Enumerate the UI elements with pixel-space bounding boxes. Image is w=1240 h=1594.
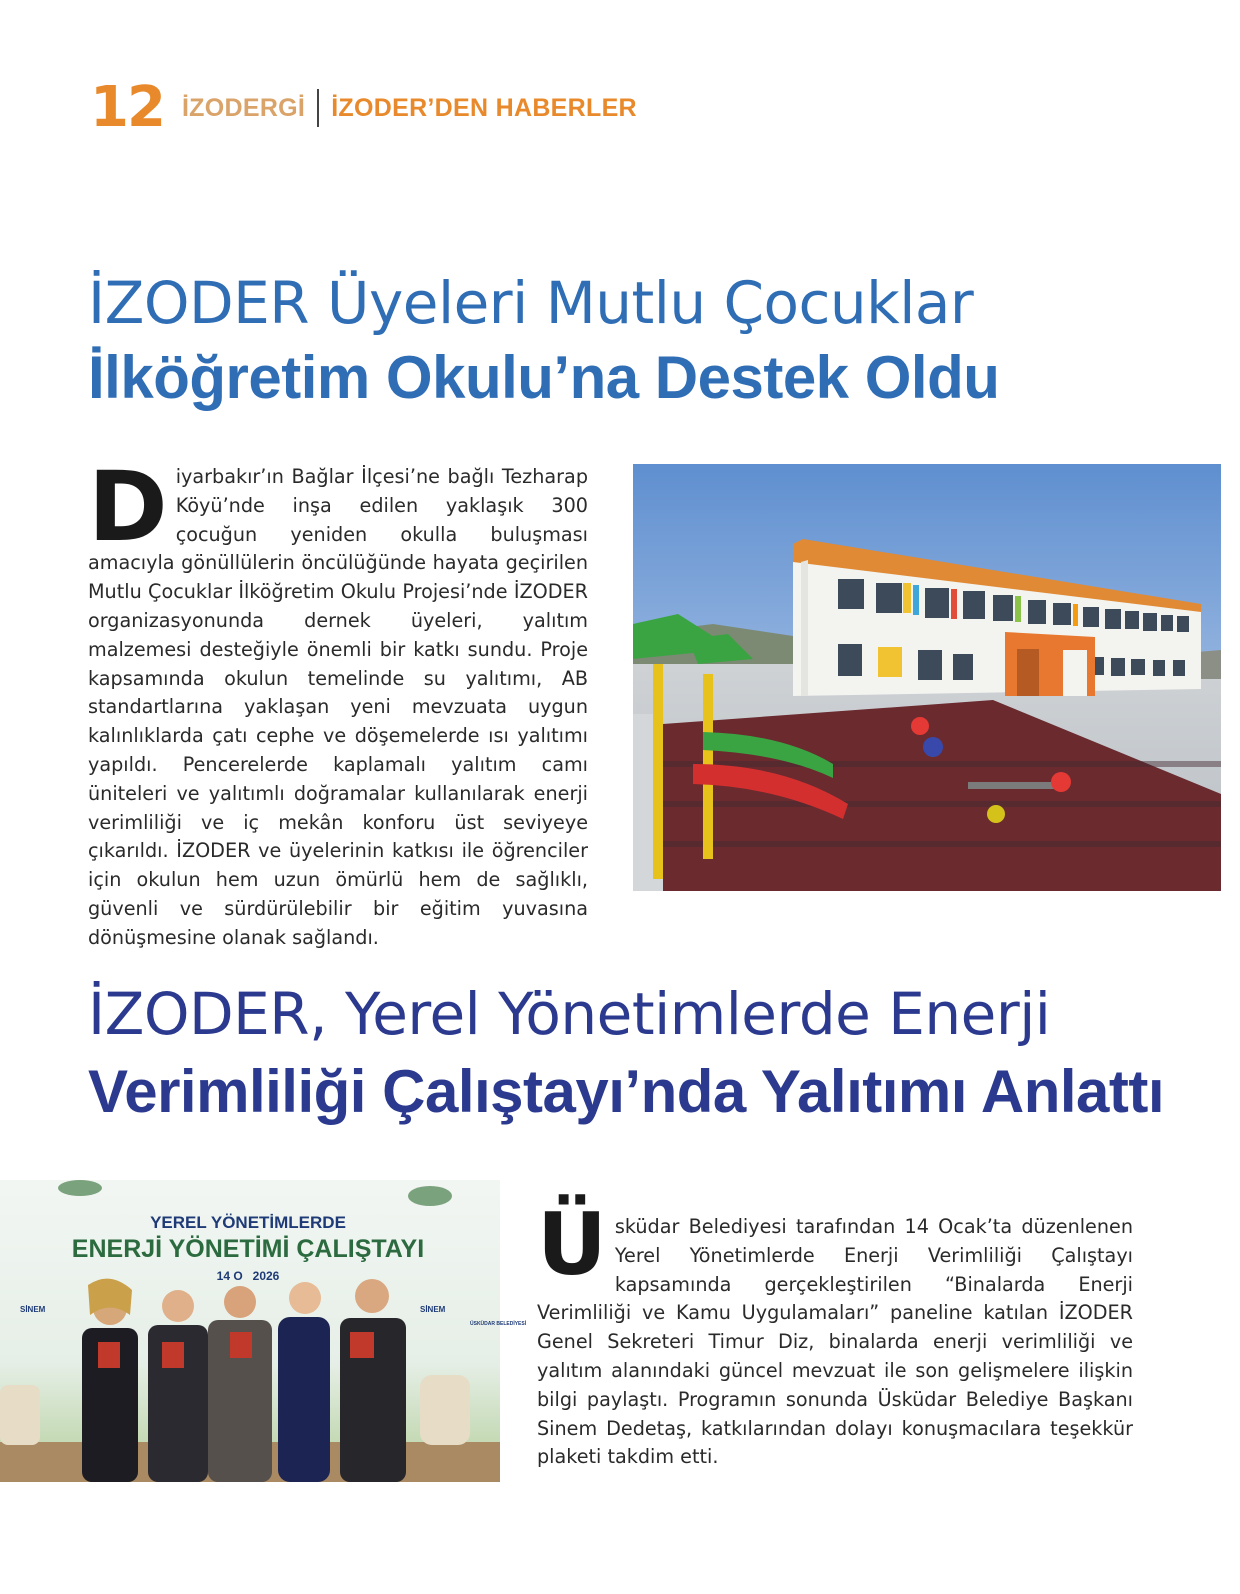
school-building-photo — [633, 464, 1221, 891]
article1-title-bold: İlköğretim Okulu’na Destek Oldu — [88, 344, 1000, 411]
page-header — [90, 75, 637, 140]
article2-body-text: sküdar Belediyesi tarafından 14 Ocak’ta düzenlenen Yerel Yönetimlerde Enerji Verimliliği Çalıştayı kapsamında gerçekleştirilen “Binalarda Enerji Verimliliği ve Kamu Uygulamaları” paneline katılan İZODER Genel Sekreteri Timur Diz, binalarda enerji verimliliği ve yalıtım alanındaki güncel mevzuat ile son gelişmelere ilişkin bilgi paylaştı. Programın sonunda Üsküdar Belediye Başkanı Sinem Dedetaş, katkılarından dolayı konuşmacılara teşekkür plaketi takdim etti. — [537, 1215, 1133, 1469]
article2-dropcap: Ü — [537, 1195, 607, 1295]
section-name: İZODER’DEN HABERLER — [331, 93, 637, 122]
article1-body-text: iyarbakır’ın Bağlar İlçesi’ne bağlı Tezharap Köyü’nde inşa edilen yaklaşık 300 çocuğun yeniden okulla buluşması amacıyla gönüllülerin öncülüğünde hayata geçirilen Mutlu Çocuklar İlköğretim Okulu Projesi’nde İZODER organizasyonunda dernek üyeleri, yalıtım malzemesi desteğiyle önemli bir katkı sundu. Proje kapsamında okulun temelinde su yalıtımı, AB standartlarına yaklaşan yeni mevzuata uygun kalınlıklarda çatı cephe ve döşemelerde ısı yalıtımı yapıldı. Pencerelerde kaplamalı yalıtım camı üniteleri ve yalıtımlı doğramalar kullanılarak enerji verimliliği ve iç mekân konforu üst seviyeye çıkarıldı. İZODER ve üyelerinin katkısı ile öğrenciler için okulun hem uzun ömürlü hem de sağlıklı, güvenli ve sürdürülebilir bir eğitim yuvasına dönüşmesine olanak sağlandı. — [88, 465, 588, 949]
header-divider — [317, 89, 319, 127]
article1-body — [88, 451, 588, 953]
banner-line2: ENERJİ YÖNETİMİ ÇALIŞTAYI — [71, 1235, 425, 1263]
page-number: 12 — [90, 75, 164, 140]
article2-body — [537, 1195, 1133, 1472]
article1-title-light: İZODER Üyeleri Mutlu Çocuklar — [88, 269, 974, 337]
banner-date: 14 O 2026 — [216, 1269, 280, 1283]
article2-title-bold: Verimliliği Çalıştayı’nda Yalıtımı Anlattı — [88, 1058, 1165, 1125]
article1-dropcap: D — [88, 451, 168, 563]
workshop-panel-photo — [0, 1180, 527, 1482]
magazine-name: İZODERGİ — [181, 93, 306, 122]
logo-left: SİNEM — [20, 1305, 46, 1314]
banner-line1: YEREL YÖNETİMLERDE — [150, 1213, 346, 1232]
logo-right: SİNEM — [420, 1305, 446, 1314]
logo-right-2: ÜSKÜDAR BELEDİYESİ — [470, 1321, 527, 1327]
article2-title-light: İZODER, Yerel Yönetimlerde Enerji — [88, 980, 1051, 1048]
